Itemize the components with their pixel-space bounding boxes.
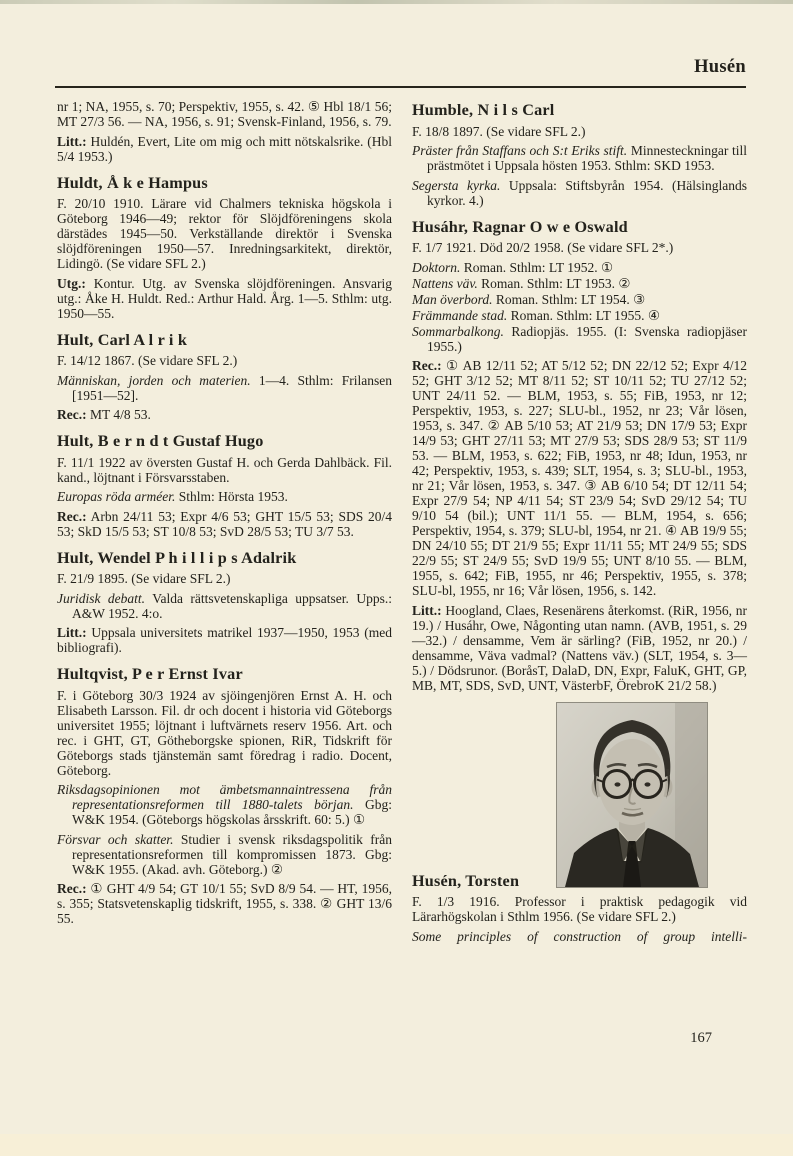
text-run: Arbn 24/11 53; Expr 4/6 53; GHT 15/5 53; SDS 20/4 53; SkD 15/5 53; ST 10/8 53; SvD 28/5 53; TU 3/7 53. xyxy=(57,508,392,539)
italic-title: Some principles of construction of group intelli- xyxy=(412,928,747,944)
scan-edge-artifact xyxy=(0,0,793,4)
bold-label: Rec.: xyxy=(57,508,87,524)
italic-title: Nattens väv. xyxy=(412,275,478,291)
italic-title: Segersta kyrka. xyxy=(412,177,501,193)
italic-title: Sommarbalkong. xyxy=(412,323,504,339)
text-run: F. 1/7 1921. Död 20/2 1958. (Se vidare SFL 2*.) xyxy=(412,240,674,255)
entry-paragraph xyxy=(57,455,392,485)
entry-heading: Husáhr, Ragnar O w e Oswald xyxy=(412,217,628,236)
entry-paragraph xyxy=(412,929,747,944)
text-run: Radiopjäs. 1955. (I: Svenska radiopjäser 1955.) xyxy=(427,323,747,354)
text-run: nr 1; NA, 1955, s. 70; Perspektiv, 1955, s. 42. ⑤ Hbl 18/1 56; MT 27/3 56. — NA, 1956, s. 91; Svensk-Finland, 1956, s. 79. xyxy=(57,99,392,129)
text-run: F. 21/9 1895. (Se vidare SFL 2.) xyxy=(57,571,231,586)
text-run: Uppsala universitets matrikel 1937—1950, 1953 (med bibliografi). xyxy=(57,625,392,655)
entry-paragraph xyxy=(57,832,392,877)
text-run: Studier i svensk riksdagspolitik från representationsreformen till kompromissen 1873. Gbg: W&K 1955. (Akad. avh. Göteborg.) ② xyxy=(72,831,392,877)
entry-paragraph xyxy=(57,134,392,164)
entry-paragraph xyxy=(412,358,747,598)
text-run: Uppsala: Stiftsbyrån 1954. (Hälsinglands kyrkor. 4.) xyxy=(427,177,747,208)
left-column xyxy=(57,99,392,931)
entry-paragraph xyxy=(412,894,747,924)
italic-title: Präster från Staffans och S:t Eriks stift. xyxy=(412,143,628,158)
entry-paragraph xyxy=(412,308,747,323)
bold-label: Rec.: xyxy=(412,358,442,373)
entry-heading: Hult, Carl A l r i k xyxy=(57,330,188,349)
text-run: 1—4. Sthlm: Frilansen [1951—52]. xyxy=(72,372,392,403)
entry-paragraph xyxy=(412,178,747,208)
entry-heading: Hultqvist, P e r Ernst Ivar xyxy=(57,665,243,683)
text-run: Hoogland, Claes, Resenärens återkomst. (RiR, 1956, nr 19.) / Husáhr, Owe, Någonting utan namn. (AVB, 1951, s. 29—32.) / densamme, Vem är särling? (FiB, 1952, nr 20.) / densamme, Väva vadmal? (Nattens väv.) (SLT, 1954, s. 3—5.) / Dödsrunor. (BoråsT, DalaD, DN, Expr, FaluK, GHT, GP, MB, MT, SDS, SvD, UNT, VästerbF, ÖrebroK 21/2 58.) xyxy=(412,602,747,693)
entry-heading: Husén, Torsten xyxy=(412,871,520,890)
text-run: Roman. Sthlm: LT 1954. ③ xyxy=(492,291,646,307)
entry-paragraph xyxy=(412,260,747,275)
italic-title: Juridisk debatt. xyxy=(57,590,146,606)
text-run: F. 14/12 1867. (Se vidare SFL 2.) xyxy=(57,353,238,368)
page-number: 167 xyxy=(690,1030,712,1046)
entry-paragraph xyxy=(57,688,392,778)
bold-label: Litt.: xyxy=(57,625,87,640)
italic-title: Människan, jorden och materien. xyxy=(57,372,251,388)
text-run: ① AB 12/11 52; AT 5/12 52; DN 22/12 52; Expr 4/12 52; GHT 3/12 52; MT 8/11 52; ST 10/11 52; TU 27/12 52; UNT 24/11 52. — BLM, 1953, s. 55; FiB, 1953, nr 12; Perspektiv, 1953, s. 227; SLU-bl., 1952, nr 23; Vår lösen, 1953, s. 347. ② AB 5/10 53; AT 21/9 53; DN 17/9 53; Expr 14/9 53; GHT 27/11 53; MT 27/9 53; SDS 28/9 53; ST 11/9 53. — BLM, 1953, s. 622; FiB, 1953, nr 48; Idun, 1953, nr 42; Perspektiv, 1953, s. 439; SLT, 1954, s. 3; SLU-bl., 1953, nr 21; Vår lösen, 1953, s. 347. ③ AB 6/10 54; DT 12/11 54; Expr 27/9 54; NP 4/11 54; ST 23/9 54; SvD 29/12 54; TU 9/10 54 (bil.); UNT 11/1 55. — BLM, 1954, s. 656; Perspektiv, 1954, s. 379; SLU-bl, 1954, nr 21. ④ AB 19/9 55; DN 24/10 55; DT 21/9 55; Expr 11/11 55; MT 24/9 55; SDS 22/9 55; ST 24/9 55; SvD 19/9 55; UNT 8/10 55. — BLM, 1955, s. 642; FiB, 1955, nr 46; Perspektiv, 1955, s. 378; SLU-bl, 1955, nr 16; Vår lösen, 1956, s. 142. xyxy=(412,358,747,598)
entry-paragraph xyxy=(57,489,392,504)
text-run: MT 4/8 53. xyxy=(86,407,151,422)
entry-paragraph xyxy=(57,782,392,827)
bold-label: Rec.: xyxy=(57,407,87,422)
text-run: Kontur. Utg. av Svenska slöjdföreningen. Ansvarig utg.: Åke H. Huldt. Red.: Arthur Hald. Årg. 1—5. Sthlm: utg. 1950—55. xyxy=(57,275,392,321)
italic-title: Man överbord. xyxy=(412,291,493,307)
scan-edge-artifact-bottom xyxy=(0,1134,793,1156)
entry-paragraph xyxy=(57,509,392,539)
entry-paragraph xyxy=(57,353,392,368)
entry-heading: Hult, B e r n d t Gustaf Hugo xyxy=(57,432,264,450)
entry-paragraph xyxy=(412,240,747,255)
entry-heading: Huldt, Å k e Hampus xyxy=(57,173,208,192)
italic-title: Europas röda arméer. xyxy=(57,489,176,504)
text-run: Sthlm: Hörsta 1953. xyxy=(175,489,288,504)
text-run: F. 1/3 1916. Professor i praktisk pedagogik vid Lärarhögskolan i Sthlm 1956. (Se vidare SFL 2.) xyxy=(412,894,747,924)
entry-paragraph xyxy=(57,625,392,655)
portrait-photo-image xyxy=(557,703,707,887)
entry-paragraph xyxy=(57,571,392,586)
italic-title: Riksdagsopinionen mot ämbetsmannaintressena från representationsreformen till 1880-talets början. xyxy=(57,782,392,812)
header-rule xyxy=(55,86,746,88)
text-run: Roman. Sthlm: LT 1952. ① xyxy=(460,259,614,275)
italic-title: Doktorn. xyxy=(412,259,461,275)
text-run: Roman. Sthlm: LT 1953. ② xyxy=(477,275,631,291)
right-column xyxy=(412,99,747,948)
face-shape xyxy=(599,739,666,825)
entry-paragraph xyxy=(412,276,747,291)
entry-paragraph xyxy=(57,373,392,403)
text-run: F. i Göteborg 30/3 1924 av sjöingenjören Ernst A. H. och Elisabeth Larsson. Fil. dr och docent i historia vid Göteborgs universitet 1955; löjtnant i luftvärnets reserv 1956. Art. och rec. i GHT, GT, Götheborgske spionen, RiR, Tidskrift för Göteborgs stads tjänstemän samt föredrag i radio. Docent, Göteborg. xyxy=(57,687,392,778)
bold-label: Litt.: xyxy=(57,133,87,149)
entry-paragraph xyxy=(412,603,747,693)
text-run: Gbg: W&K 1954. (Göteborgs högskolas årsskrift. 60: 5.) ① xyxy=(72,797,393,827)
entry-heading: Hult, Wendel P h i l l i p s Adalrik xyxy=(57,548,297,567)
text-run: F. 20/10 1910. Lärare vid Chalmers tekniska högskola i Göteborg 1946—49; rektor för Slöjdföreningens skola därstädes 1945—50. Verkställande direktör i Svenska slöjdföreningen 1950—57. Inredningsarkitekt, direktör, Lidingö. (Se vidare SFL 2.) xyxy=(57,196,392,271)
entry-paragraph xyxy=(412,124,747,139)
entry-paragraph xyxy=(57,407,392,422)
entry-paragraph xyxy=(57,591,392,621)
text-run: F. 18/8 1897. (Se vidare SFL 2.) xyxy=(412,123,586,139)
entry-heading: Humble, N i l s Carl xyxy=(412,101,555,119)
entry-paragraph xyxy=(412,143,747,173)
entry-paragraph xyxy=(57,881,392,926)
italic-title: Främmande stad. xyxy=(412,307,508,323)
text-run: ① GHT 4/9 54; GT 10/1 55; SvD 8/9 54. — HT, 1956, s. 355; Statsvetenskaplig tidskrift, 1955, s. 338. ② GHT 13/6 55. xyxy=(57,881,392,926)
portrait-photo xyxy=(557,703,707,887)
entry-paragraph xyxy=(57,99,392,129)
italic-title: Försvar och skatter. xyxy=(57,831,174,847)
running-header: Husén xyxy=(694,57,746,77)
text-run: Roman. Sthlm: LT 1955. ④ xyxy=(507,307,660,323)
bold-label: Utg.: xyxy=(57,275,86,291)
bold-label: Rec.: xyxy=(57,881,87,896)
text-run: Huldén, Evert, Lite om mig och mitt nötskalsrike. (Hbl 5/4 1953.) xyxy=(57,133,392,164)
text-run: Minnesteckningar till prästmötet i Uppsala hösten 1953. Sthlm: SKD 1953. xyxy=(427,143,747,173)
text-run: F. 11/1 1922 av översten Gustaf H. och Gerda Dahlbäck. Fil. kand., löjtnant i Försvarsstaben. xyxy=(57,454,392,485)
entry-paragraph xyxy=(412,292,747,307)
entry-paragraph xyxy=(412,324,747,354)
entry-paragraph xyxy=(57,276,392,321)
text-run: Valda rättsvetenskapliga uppsatser. Upps.: A&W 1952. 4:o. xyxy=(72,590,392,621)
bold-label: Litt.: xyxy=(412,602,442,618)
entry-paragraph xyxy=(57,196,392,271)
